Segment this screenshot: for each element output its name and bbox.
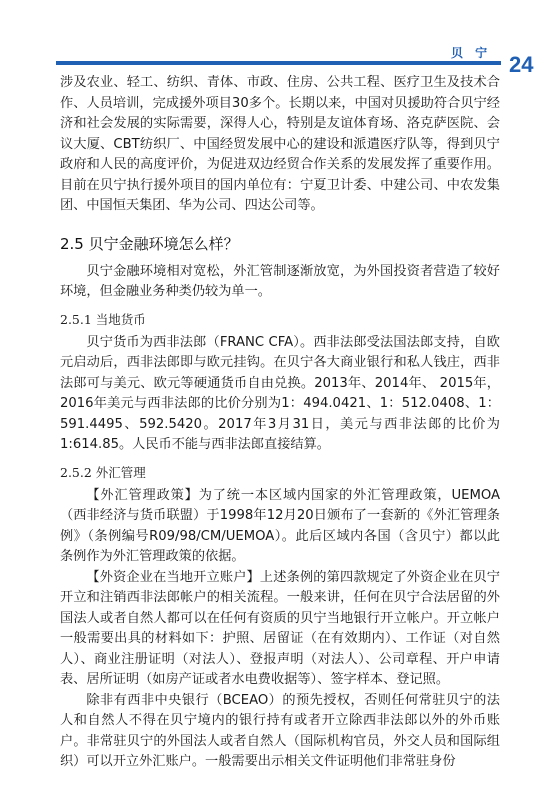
page-content [60,73,500,773]
subsection-heading-2-5-2: 2.5.2 外汇管理 [60,464,146,480]
intro-paragraph: 涉及农业、轻工、纺织、青体、市政、住房、公共工程、医疗卫生及技术合作、人员培训，完成援外项目30多个。长期以来，中国对贝援助符合贝宁经济和社会发展的实际需要，深得人心，特别是友谊体育场、洛克萨医院、会议大厦、CBT纺织厂、中国经贸发展中心的建设和派遣医疗队等，得到贝宁政府和人民的高度评价，为促进双边经贸合作关系的发展发挥了重要作用。目前在贝宁执行援外项目的国内单位有：宁夏卫计委、中建公司、中农发集团、中国恒天集团、华为公司、四达公司等。 [60,75,500,213]
running-header-country: 贝 宁 [451,46,492,60]
currency-paragraph: 贝宁货币为西非法郎（FRANC CFA）。西非法郎受法国法郎支持，自欧元启动后，西非法郎即与欧元挂钩。在贝宁各大商业银行和私人钱庄，西非法郎可与美元、欧元等硬通货币自由兑换。2013年、2014年、 2015年，2016年美元与西非法郎的比价分别为1：494.0421、1：512.0408、1：591.4495、592.5420。2017年3月31日，美元与西非法郎的比价为1:614.85。人民币不能与西非法郎直接结算。 [60,334,500,452]
forex-policy-paragraph: 【外汇管理政策】为了统一本区域内国家的外汇管理政策，UEMOA（西非经济与货币联盟）于1998年12月20日颁布了一套新的《外汇管理条例》（条例编号R09/98/CM/UEMOA）。此后区域内各国（含贝宁）都以此条例作为外汇管理政策的依据。 [60,487,500,564]
section-heading-2-5: 2.5 贝宁金融环境怎么样？ [60,234,239,253]
bceao-paragraph: 除非有西非中央银行（BCEAO）的预先授权，否则任何常驻贝宁的法人和自然人不得在贝宁境内的银行持有或者开立除西非法郎以外的外币账户。非常驻贝宁的外国法人或者自然人（国际机构官员，外交人员和国际组织）可以开立外汇账户。一般需要出示相关文件证明他们非常驻身份 [60,692,500,769]
header-rule [56,61,501,65]
subsection-heading-2-5-1: 2.5.1 当地货币 [60,311,146,327]
page-number: 24 [509,52,534,77]
section-2-5-paragraph: 贝宁金融环境相对宽松，外汇管制逐渐放宽，为外国投资者营造了较好环境，但金融业务种类仍较为单一。 [60,263,500,299]
account-opening-paragraph: 【外资企业在当地开立账户】上述条例的第四款规定了外资企业在贝宁开立和注销西非法郎帐户的相关流程。一般来讲，任何在贝宁合法居留的外国法人或者自然人都可以在任何有资质的贝宁当地银行开立帐户。开立帐户一般需要出具的材料如下：护照、居留证（在有效期内）、工作证（对自然人）、商业注册证明（对法人）、登报声明（对法人）、公司章程、开户申请表、居所证明（如房产证或者水电费收据等）、签字样本、登记照。 [60,569,500,687]
